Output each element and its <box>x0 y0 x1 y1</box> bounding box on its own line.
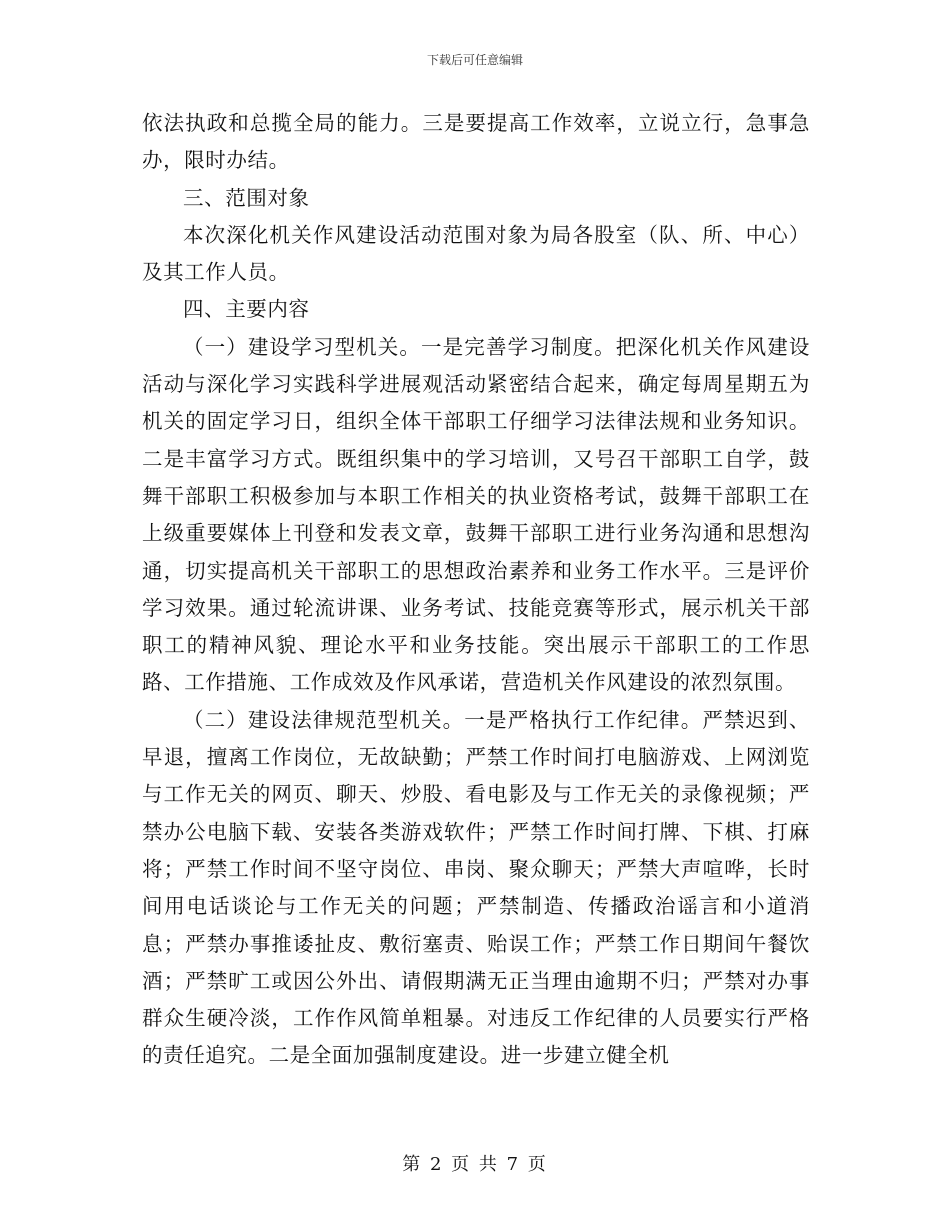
paragraph-continuation: 依法执政和总揽全局的能力。三是要提高工作效率，立说立行，急事急办，限时办结。 <box>142 111 810 173</box>
paragraph-legal-organization: （二）建设法律规范型机关。一是严格执行工作纪律。严禁迟到、早退，擅离工作岗位，无故缺勤；严禁工作时间打电脑游戏、上网浏览与工作无关的网页、聊天、炒股、看电影及与工作无关的录像视频；严禁办公电脑下载、安装各类游戏软件；严禁工作时间打牌、下棋、打麻将；严禁工作时间不坚守岗位、串岗、聚众聊天；严禁大声喧哗，长时间用电话谈论与工作无关的问题；严禁制造、传播政治谣言和小道消息；严禁办事推诿扯皮、敷衍塞责、贻误工作；严禁工作日期间午餐饮酒；严禁旷工或因公外出、请假期满无正当理由逾期不归；严禁对办事群众生硬冷淡，工作作风简单粗暴。对违反工作纪律的人员要实行严格的责任追究。二是全面加强制度建设。进一步建立健全机 <box>142 707 810 1068</box>
page-header-note: 下载后可任意编辑 <box>426 53 523 67</box>
document-body <box>142 105 810 1075</box>
paragraph-learning-organization: （一）建设学习型机关。一是完善学习制度。把深化机关作风建设活动与深化学习实践科学进展观活动紧密结合起来，确定每周星期五为机关的固定学习日，组织全体干部职工仔细学习法律法规和业务知识。二是丰富学习方式。既组织集中的学习培训，又号召干部职工自学，鼓舞干部职工积极参加与本职工作相关的执业资格考试，鼓舞干部职工在上级重要媒体上刊登和发表文章，鼓舞干部职工进行业务沟通和思想沟通，切实提高机关干部职工的思想政治素养和业务工作水平。三是评价学习效果。通过轮流讲课、业务考试、技能竞赛等形式，展示机关干部职工的精神风貌、理论水平和业务技能。突出展示干部职工的工作思路、工作措施、工作成效及作风承诺，营造机关作风建设的浓烈氛围。 <box>142 334 810 695</box>
paragraph-scope: 本次深化机关作风建设活动范围对象为局各股室（队、所、中心）及其工作人员。 <box>142 222 810 285</box>
section-heading-scope: 三、范围对象 <box>183 185 310 210</box>
page-number: 第 2 页 共 7 页 <box>402 1154 548 1175</box>
section-heading-content: 四、主要内容 <box>183 297 310 322</box>
